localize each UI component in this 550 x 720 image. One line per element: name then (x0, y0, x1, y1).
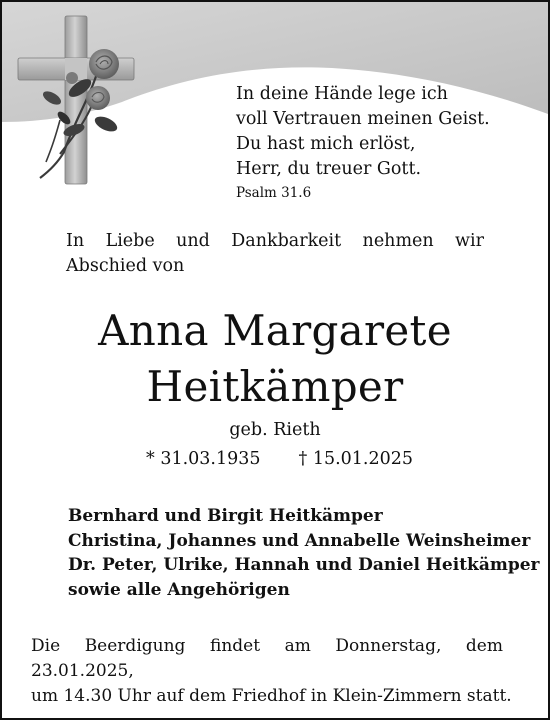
birth-date: * 31.03.1935 (146, 449, 261, 469)
verse-line: Herr, du treuer Gott. (236, 159, 422, 179)
bible-verse (236, 82, 490, 203)
mourner-entry: Bernhard und Birgit Heitkämper (68, 506, 383, 526)
funeral-line: um 14.30 Uhr auf dem Friedhof in Klein-Zimmern statt. (31, 686, 512, 706)
life-dates (146, 449, 413, 469)
verse-source: Psalm 31.6 (236, 185, 312, 201)
deceased-surname: Heitkämper (146, 362, 404, 411)
funeral-line: Die Beerdigung findet am Donnerstag, dem 23.01.2025, (31, 636, 503, 681)
birth-name: geb. Rieth (229, 420, 321, 440)
mourner-entry: Dr. Peter, Ulrike, Hannah und Daniel Heitkämper (68, 555, 540, 575)
death-date: † 15.01.2025 (298, 449, 414, 469)
verse-line: Du hast mich erlöst, (236, 134, 416, 154)
verse-line: In deine Hände lege ich (236, 84, 448, 104)
mourner-entry: sowie alle Angehörigen (68, 579, 290, 600)
deceased-first-names: Anna Margarete (98, 306, 452, 355)
mourners-list (68, 504, 539, 602)
funeral-info (31, 634, 512, 709)
verse-line: voll Vertrauen meinen Geist. (236, 109, 490, 129)
mourner-entry: Christina, Johannes und Annabelle Weinsheimer (68, 530, 531, 551)
intro-text: In Liebe und Dankbarkeit nehmen wir Abschied von (66, 231, 484, 276)
